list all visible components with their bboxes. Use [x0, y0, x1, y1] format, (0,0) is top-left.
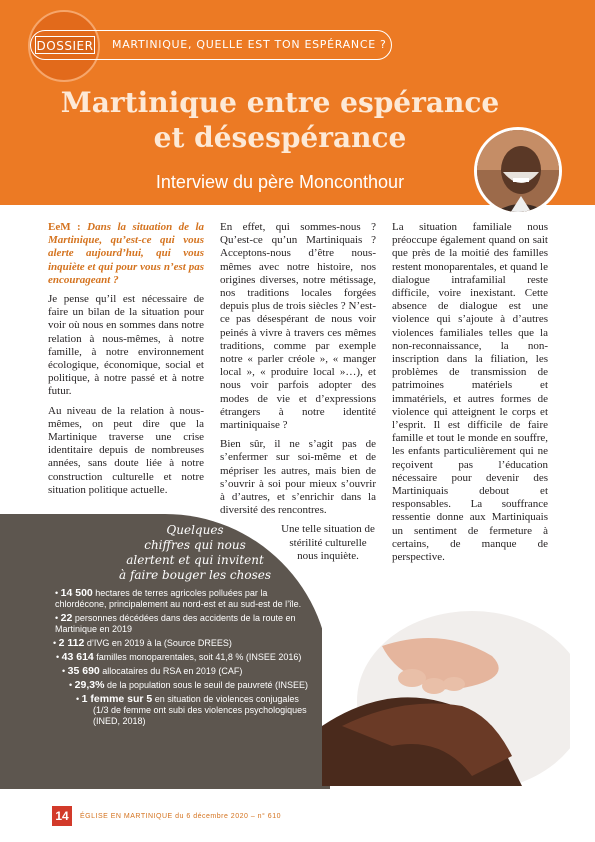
- title-line-1: Martinique entre espérance: [60, 86, 500, 119]
- hands-illustration: [322, 606, 570, 786]
- bullet-icon: •: [55, 588, 61, 598]
- article-title: [40, 85, 520, 155]
- fact-item: • 22 personnes décédées dans des accidents de la route en Martinique en 2019: [55, 612, 296, 634]
- paragraph: La situation familiale nous préoccupe également quand on sait que près de la moitié des familles restent monoparentales, et quand le dialogue intrafamilial reste difficile, voire inexistant. Cette absence de dialogue est une violence qui s’ajoute à d’autres violences familiales telles que la non-reconnaissance, la non-inscription dans la filiation, les problèmes de transmission de patrimoines matériels et immatériels, et autres formes de violence qui atteignent le corps et l’esprit. Il est difficile de faire famille et tout le monde en souffre, les enfants particulièrement qui ne reçoivent pas l’éducation nécessaire pour devenir des Martiniquais debout et responsables. La souffrance ressentie donne aux Martiniquais un sentiment de fermeture à certains, de manque de perspective.: [392, 221, 548, 564]
- paragraph: En effet, qui sommes-nous ? Qu’est-ce qu’un Martiniquais ? Acceptons-nous d’être nous-mêmes avec notre histoire, nos origines diverses, notre métissage, nos traditions locales forgées depuis plus de trois siècles ? N’est-ce pas désespérant de nous voir peinés à vivre à travers ces mêmes traditions, comme par exemple notre « parler créole », « manger local », « produire local »…), et nous voir parfois adopter des modes de vie et d’expressions étrangers à notre identité martiniquaise ?: [220, 221, 376, 432]
- bullet-icon: •: [56, 652, 62, 662]
- bullet-icon: •: [55, 613, 61, 623]
- interview-question: [48, 221, 204, 287]
- fact-item: • 35 690 allocataires du RSA en 2019 (CAF): [62, 665, 243, 677]
- question-text: Dans la situation de la Martinique, qu’est-ce qui vous alerte aujourd’hui, qui vous inquiète et qui pour vous n’est pas encourageant ?: [48, 221, 205, 286]
- fact-item: • 2 112 d’IVG en 2019 à la (Source DREES): [53, 637, 232, 649]
- fact-item: • 14 500 hectares de terres agricoles polluées par la chlordécone, principalement au nord-est et au sud-est de l’île.: [55, 587, 302, 609]
- article-column-3: [392, 221, 548, 570]
- paragraph: Je pense qu’il est nécessaire de faire un bilan de la situation pour voir où nous en sommes dans notre relation à nous-mêmes, à notre famille, à notre environnement écologique, économique, social et politique, à notre passé et à notre futur.: [48, 293, 204, 398]
- title-line-2: et désespérance: [153, 121, 407, 154]
- fact-note: (1/3 de femme ont subi des violences psychologiques (INED, 2018): [93, 705, 307, 726]
- page-number-badge: 14: [52, 806, 72, 826]
- interviewee-portrait: [474, 127, 562, 215]
- question-prefix: EeM :: [48, 221, 88, 233]
- fact-item: • 29,3% de la population sous le seuil de pauvreté (INSEE): [69, 679, 309, 691]
- article-column-1: [48, 221, 204, 503]
- rubric-label: DOSSIER: [35, 36, 95, 54]
- key-figures-title: Quelques chiffres qui nous alertent et qui invitent à faire bouger les choses: [118, 523, 272, 582]
- fact-item: • 43 614 familles monoparentales, soit 41,8 % (INSEE 2016): [56, 651, 302, 663]
- paragraph: Au niveau de la relation à nous-mêmes, on peut dire que la Martinique traverse une crise identitaire depuis de nombreuses années, sans doute liée à notre construction culturelle et notre situation politique actuelle.: [48, 404, 204, 496]
- article-column-2: [220, 221, 376, 569]
- key-figures-list: [0, 588, 330, 730]
- paragraph: Une telle situation de stérilité culturelle nous inquiète.: [281, 523, 375, 562]
- fact-item: • 1 femme sur 5 en situation de violences conjugales: [76, 693, 299, 705]
- bullet-icon: •: [53, 638, 59, 648]
- bullet-icon: •: [62, 666, 68, 676]
- hands-photo: [322, 606, 570, 786]
- article-subtitle: Interview du père Monconthour: [155, 172, 405, 192]
- rubric-title: MARTINIQUE, QUELLE EST TON ESPÉRANCE ?: [112, 38, 387, 51]
- bullet-icon: •: [69, 680, 75, 690]
- bullet-icon: •: [76, 694, 82, 704]
- paragraph: Bien sûr, il ne s’agit pas de s’enfermer sur soi-même et de mépriser les autres, mais bien de s’ouvrir à soi pour mieux s’ouvrir à d’autres, et s’enrichir dans la diversité des rencontres.: [220, 438, 376, 517]
- footer-publication-info: ÉGLISE EN MARTINIQUE du 6 décembre 2020 – n° 610: [80, 813, 281, 820]
